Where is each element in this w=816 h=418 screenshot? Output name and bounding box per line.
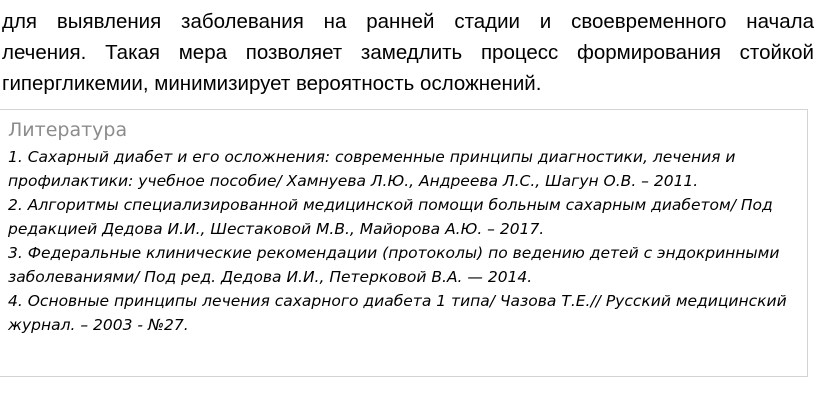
- reference-item: [8, 241, 804, 289]
- references-title: Литература: [8, 119, 128, 141]
- intro-line: гипергликемии, минимизирует вероятность осложнений.: [2, 72, 542, 95]
- reference-line: 3. Федеральные клинические рекомендации (протоколы) по ведению детей с эндокринными: [8, 244, 780, 262]
- intro-line: для выявления заболевания на ранней стадии и своевременного начала: [2, 10, 814, 33]
- reference-line: заболеваниями/ Под ред. Дедова И.И., Петерковой В.А. — 2014.: [8, 268, 533, 286]
- reference-line: профилактики: учебное пособие/ Хамнуева Л.Ю., Андреева Л.С., Шагун О.В. – 2011.: [8, 172, 699, 190]
- references-list: [8, 145, 804, 337]
- reference-line: редакцией Дедова И.И., Шестаковой М.В., Майорова А.Ю. – 2017.: [8, 220, 545, 238]
- reference-item: [8, 193, 804, 241]
- reference-line: 1. Сахарный диабет и его осложнения: современные принципы диагностики, лечения и: [8, 148, 736, 166]
- reference-item: [8, 289, 804, 337]
- reference-item: [8, 145, 804, 193]
- reference-line: 4. Основные принципы лечения сахарного диабета 1 типа/ Чазова Т.Е.// Русский медицинский: [8, 292, 787, 310]
- reference-line: 2. Алгоритмы специализированной медицинской помощи больным сахарным диабетом/ Под: [8, 196, 773, 214]
- intro-paragraph: [2, 6, 814, 99]
- intro-line: лечения. Такая мера позволяет замедлить процесс формирования стойкой: [2, 41, 814, 64]
- reference-line: журнал. – 2003 - №27.: [8, 316, 189, 334]
